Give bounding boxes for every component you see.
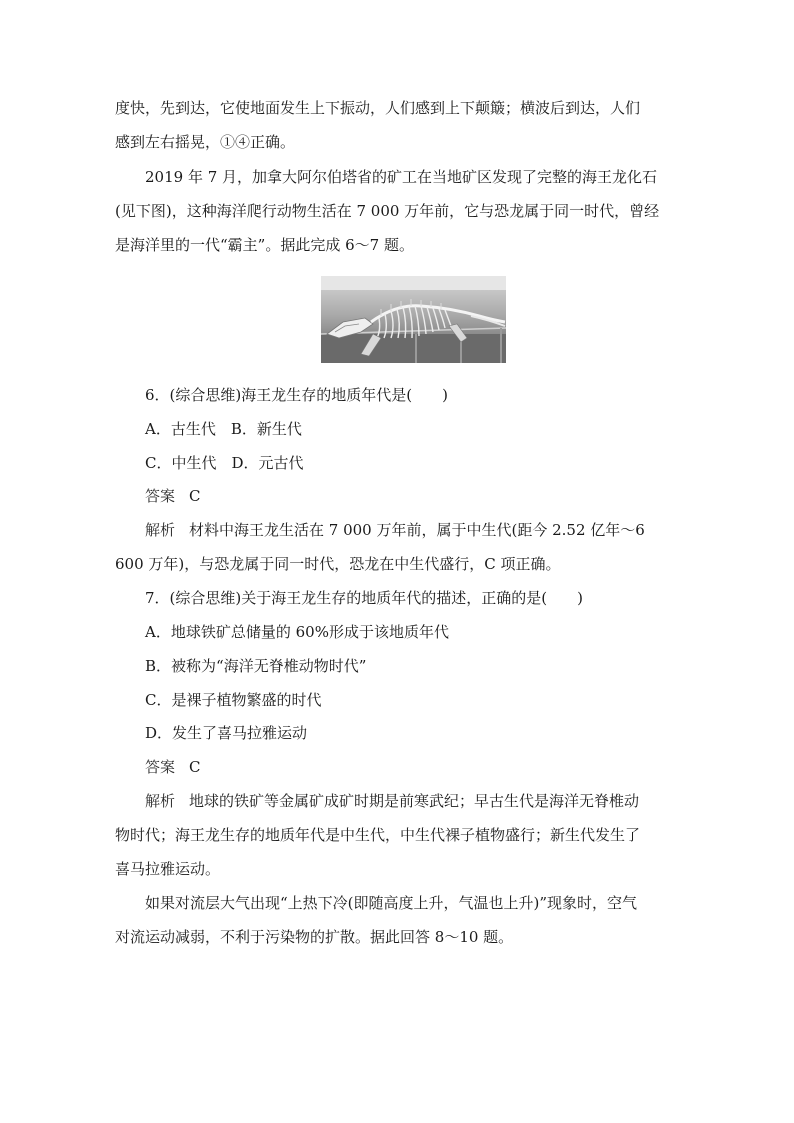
q7-option-c: C．是裸子植物繁盛的时代 bbox=[145, 691, 322, 709]
next-material-line-1: 如果对流层大气出现“上热下冷(即随高度上升，气温也上升)”现象时，空气 bbox=[145, 894, 638, 912]
q7-analysis-line-1 bbox=[145, 790, 639, 812]
q7-stem: 7．(综合思维)关于海王龙生存的地质年代的描述，正确的是( ) bbox=[145, 589, 583, 607]
fossil-photo-icon bbox=[321, 276, 506, 363]
next-material-line-2: 对流运动减弱，不利于污染物的扩散。据此回答 8～10 题。 bbox=[115, 928, 514, 946]
analysis-label: 解析 bbox=[145, 521, 176, 539]
analysis-text: 地球的铁矿等金属矿成矿时期是前寒武纪；早古生代是海洋无脊椎动 bbox=[189, 792, 640, 810]
answer-label: 答案 bbox=[145, 758, 176, 776]
q6-analysis-line-1 bbox=[145, 519, 645, 541]
q7-option-b: B．被称为“海洋无脊椎动物时代” bbox=[145, 657, 367, 675]
q7-answer bbox=[145, 756, 201, 778]
q7-analysis-line-3: 喜马拉雅运动。 bbox=[115, 860, 221, 878]
intro-line-2: 感到左右摇晃，①④正确。 bbox=[115, 133, 296, 151]
q6-options-row-1: A．古生代 B．新生代 bbox=[145, 420, 302, 438]
q7-analysis-line-2: 物时代；海王龙生存的地质年代是中生代，中生代裸子植物盛行；新生代发生了 bbox=[115, 826, 641, 844]
material-line-1: 2019 年 7 月，加拿大阿尔伯塔省的矿工在当地矿区发现了完整的海王龙化石 bbox=[145, 168, 658, 186]
q7-option-d: D．发生了喜马拉雅运动 bbox=[145, 724, 308, 742]
analysis-label: 解析 bbox=[145, 792, 176, 810]
material-line-2: (见下图)，这种海洋爬行动物生活在 7 000 万年前，它与恐龙属于同一时代，曾经 bbox=[115, 202, 660, 220]
answer-value: C bbox=[189, 487, 201, 505]
analysis-text: 材料中海王龙生活在 7 000 万年前，属于中生代(距今 2.52 亿年～6 bbox=[189, 521, 645, 539]
q6-options-row-2: C．中生代 D．元古代 bbox=[145, 454, 304, 472]
answer-label: 答案 bbox=[145, 487, 176, 505]
q6-analysis-line-2: 600 万年)，与恐龙属于同一时代，恐龙在中生代盛行，C 项正确。 bbox=[115, 555, 561, 573]
q6-stem: 6．(综合思维)海王龙生存的地质年代是( ) bbox=[145, 386, 448, 404]
q7-option-a: A．地球铁矿总储量的 60%形成于该地质年代 bbox=[145, 623, 449, 641]
q6-answer bbox=[145, 485, 201, 507]
answer-value: C bbox=[189, 758, 201, 776]
mosasaur-fossil-photo bbox=[321, 276, 506, 363]
intro-line-1: 度快，先到达，它使地面发生上下振动，人们感到上下颠簸；横波后到达，人们 bbox=[115, 99, 641, 117]
material-line-3: 是海洋里的一代“霸主”。据此完成 6～7 题。 bbox=[115, 236, 414, 254]
